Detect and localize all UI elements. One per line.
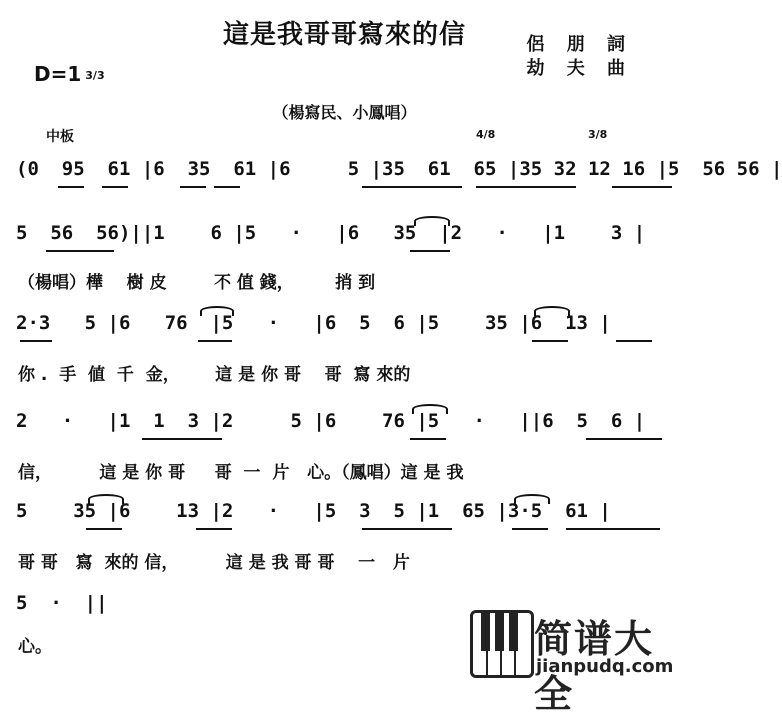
composer-credit: 劫 夫 曲 bbox=[526, 58, 633, 79]
beam-line bbox=[616, 340, 652, 342]
notation-line: (0 95 61 |6 35 61 |6 5 |35 61 65 |35 32 12 16 |5 56 56 | bbox=[16, 158, 782, 180]
notation-line: 2 · |1 1 3 |2 5 |6 76 |5 · ||6 5 6 | bbox=[16, 410, 646, 432]
notation-line: 5 · || bbox=[16, 592, 108, 614]
key-signature bbox=[34, 62, 105, 86]
piano-keys-icon bbox=[470, 610, 534, 678]
beam-line bbox=[586, 438, 662, 440]
beam-line bbox=[612, 186, 672, 188]
beam-line bbox=[196, 528, 232, 530]
lyrics-line: （楊唱）樺 樹 皮 不 值 錢， 捎 到 bbox=[18, 273, 376, 293]
beam-line bbox=[512, 528, 548, 530]
lyrics-line: 你 . 手 値 千 金， 這 是 你 哥 哥 寫 來的 bbox=[18, 365, 411, 385]
slur bbox=[514, 494, 550, 504]
notation-line: 5 56 56)||1 6 |5 · |6 35 |2 · |1 3 | bbox=[16, 222, 646, 244]
beam-line bbox=[566, 528, 660, 530]
slur bbox=[534, 306, 570, 316]
beam-line bbox=[20, 340, 52, 342]
slur bbox=[412, 404, 448, 414]
site-watermark bbox=[470, 610, 680, 716]
meter-change-2: 3/8 bbox=[588, 128, 608, 141]
beam-line bbox=[410, 250, 450, 252]
beam-line bbox=[532, 340, 568, 342]
beam-line bbox=[58, 186, 84, 188]
time-signature: 3/3 bbox=[85, 69, 105, 82]
lyricist-credit: 侶 朋 詞 bbox=[526, 34, 633, 55]
key-label: D=1 bbox=[34, 62, 82, 86]
beam-line bbox=[362, 186, 462, 188]
lyrics-line: 哥 哥 寫 來的 信， 這 是 我 哥 哥 一 片 bbox=[18, 553, 410, 573]
beam-line bbox=[362, 528, 452, 530]
slur bbox=[88, 494, 124, 504]
beam-line bbox=[476, 186, 576, 188]
lyrics-line: 信， 這 是 你 哥 哥 一 片 心。（鳳唱）這 是 我 bbox=[18, 463, 464, 483]
staff-row-1 bbox=[0, 158, 782, 198]
beam-line bbox=[46, 250, 114, 252]
beam-line bbox=[180, 186, 206, 188]
meter-change-1: 4/8 bbox=[476, 128, 496, 141]
beam-line bbox=[142, 438, 222, 440]
singers-note: （楊寫民、小鳳唱） bbox=[272, 103, 417, 122]
beam-line bbox=[198, 340, 232, 342]
watermark-url: jianpudq.com bbox=[536, 656, 674, 677]
staff-row-3 bbox=[0, 312, 689, 352]
tempo-marking: 中板 bbox=[46, 129, 74, 145]
beam-line bbox=[214, 186, 240, 188]
slur bbox=[414, 216, 450, 226]
slur bbox=[200, 306, 234, 316]
watermark-logo-text: 简谱大全 bbox=[534, 617, 655, 716]
beam-line bbox=[86, 528, 122, 530]
beam-line bbox=[410, 438, 446, 440]
notation-line: 5 35 |6 13 |2 · |5 3 5 |1 65 |3·5 61 | bbox=[16, 500, 611, 522]
lyrics-line: 心。 bbox=[18, 637, 52, 657]
staff-row-2 bbox=[0, 222, 689, 262]
beam-line bbox=[102, 186, 128, 188]
song-title: 這是我哥哥寫來的信 bbox=[222, 20, 466, 50]
staff-row-5 bbox=[0, 500, 689, 540]
notation-line: 2·3 5 |6 76 |5 · |6 5 6 |5 35 |6 13 | bbox=[16, 312, 611, 334]
staff-row-4 bbox=[0, 410, 689, 450]
